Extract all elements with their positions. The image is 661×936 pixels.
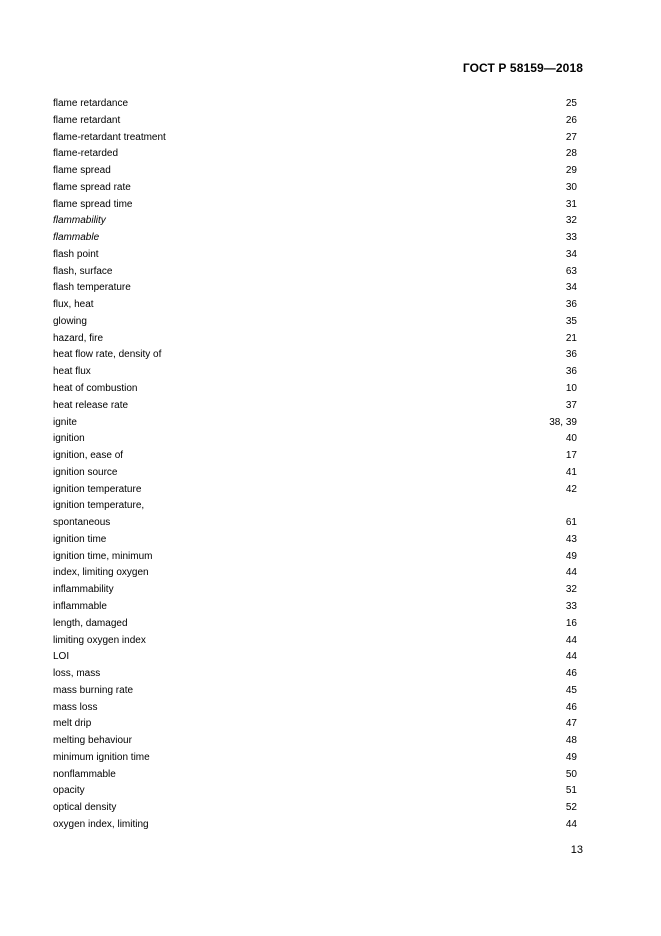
index-entry bbox=[53, 264, 577, 281]
index-entry bbox=[53, 347, 577, 364]
index-reference: 17 bbox=[565, 450, 577, 462]
index-reference: 44 bbox=[565, 567, 577, 579]
index-reference: 61 bbox=[565, 517, 577, 529]
index-reference: 43 bbox=[565, 533, 577, 545]
index-reference: 44 bbox=[565, 818, 577, 830]
index-entry bbox=[53, 113, 577, 130]
index-entry bbox=[53, 431, 577, 448]
index-term: minimum ignition time bbox=[53, 751, 150, 763]
index-term: loss, mass bbox=[53, 668, 101, 680]
index-term: flammability bbox=[53, 215, 106, 227]
index-reference: 36 bbox=[565, 366, 577, 378]
index-reference: 42 bbox=[565, 483, 577, 495]
index-entry bbox=[53, 683, 577, 700]
index-reference: 31 bbox=[565, 198, 577, 210]
index-term: flame spread bbox=[53, 165, 111, 177]
index-term: spontaneous bbox=[53, 517, 111, 529]
index-entry bbox=[53, 331, 577, 348]
index-entry bbox=[53, 633, 577, 650]
index-entry bbox=[53, 733, 577, 750]
index-entry bbox=[53, 96, 577, 113]
index-term: flame retardance bbox=[53, 98, 129, 109]
index-term: melting behaviour bbox=[53, 735, 132, 747]
standard-code: ГОСТ Р 58159—2018 bbox=[462, 61, 583, 75]
index-entry bbox=[53, 230, 577, 247]
index-term: flash temperature bbox=[53, 282, 131, 294]
index-entry bbox=[53, 498, 577, 515]
index-reference: 49 bbox=[565, 550, 577, 562]
index-entry bbox=[53, 448, 577, 465]
index-term: oxygen index, limiting bbox=[53, 818, 149, 830]
index-entry bbox=[53, 398, 577, 415]
index-reference: 33 bbox=[565, 232, 577, 244]
index-entry bbox=[53, 465, 577, 482]
index-entry bbox=[53, 415, 577, 432]
index-entry bbox=[53, 783, 577, 800]
index-entry bbox=[53, 649, 577, 666]
index-entry bbox=[53, 482, 577, 499]
index-entry bbox=[53, 750, 577, 767]
index-entry bbox=[53, 130, 577, 147]
index-term: heat release rate bbox=[53, 399, 129, 411]
index-term: ignition bbox=[53, 433, 85, 445]
index-term: LOI bbox=[53, 651, 70, 663]
index-term: glowing bbox=[53, 315, 87, 327]
index-term: mass burning rate bbox=[53, 684, 134, 696]
index-reference: 21 bbox=[565, 332, 577, 344]
index-entry bbox=[53, 314, 577, 331]
index-reference: 29 bbox=[565, 165, 577, 177]
index-entry bbox=[53, 280, 577, 297]
index-reference: 41 bbox=[565, 466, 577, 478]
index-entry bbox=[53, 247, 577, 264]
index-reference: 44 bbox=[565, 651, 577, 663]
index-term: flame spread rate bbox=[53, 181, 131, 193]
index-reference: 37 bbox=[565, 399, 577, 411]
index-entry bbox=[53, 381, 577, 398]
index-term: flammable bbox=[53, 232, 100, 244]
index-term: inflammable bbox=[53, 600, 107, 612]
index-reference: 46 bbox=[565, 701, 577, 713]
index-term: flame-retardant treatment bbox=[53, 131, 166, 143]
index-term: ignite bbox=[53, 416, 77, 428]
index-term: mass loss bbox=[53, 701, 98, 713]
index-term: length, damaged bbox=[53, 617, 128, 629]
index-term: flux, heat bbox=[53, 299, 94, 311]
index-entry bbox=[53, 297, 577, 314]
index-reference: 50 bbox=[565, 768, 577, 780]
index-entry bbox=[53, 767, 577, 784]
index-reference: 32 bbox=[565, 584, 577, 596]
index-term: ignition temperature bbox=[53, 483, 142, 495]
index-reference: 49 bbox=[565, 751, 577, 763]
index-reference: 30 bbox=[565, 181, 577, 193]
index-entry bbox=[53, 549, 577, 566]
index-term: heat flux bbox=[53, 366, 91, 378]
index-reference: 34 bbox=[565, 282, 577, 294]
index-entry bbox=[53, 599, 577, 616]
term-index-list bbox=[53, 96, 577, 834]
index-reference: 46 bbox=[565, 668, 577, 680]
index-term: opacity bbox=[53, 785, 85, 797]
index-reference: 36 bbox=[565, 349, 577, 361]
index-reference: 38, 39 bbox=[549, 416, 577, 428]
index-entry bbox=[53, 180, 577, 197]
index-term: heat of combustion bbox=[53, 383, 138, 395]
index-reference: 33 bbox=[565, 600, 577, 612]
index-reference: 35 bbox=[565, 315, 577, 327]
index-term: ignition source bbox=[53, 466, 118, 478]
page-number: 13 bbox=[570, 844, 583, 856]
index-reference: 27 bbox=[565, 131, 577, 143]
index-reference: 47 bbox=[565, 718, 577, 730]
index-term: melt drip bbox=[53, 718, 92, 730]
index-reference: 52 bbox=[565, 802, 577, 814]
index-entry bbox=[53, 197, 577, 214]
index-reference: 25 bbox=[565, 98, 577, 109]
index-entry bbox=[53, 163, 577, 180]
index-entry bbox=[53, 582, 577, 599]
index-reference: 26 bbox=[565, 114, 577, 126]
index-reference: 45 bbox=[565, 684, 577, 696]
index-term: limiting oxygen index bbox=[53, 634, 146, 646]
index-reference: 10 bbox=[565, 383, 577, 395]
index-entry bbox=[53, 213, 577, 230]
index-term: ignition time, minimum bbox=[53, 550, 153, 562]
index-term: optical density bbox=[53, 802, 117, 814]
index-entry bbox=[53, 565, 577, 582]
index-entry bbox=[53, 532, 577, 549]
index-term: flame retardant bbox=[53, 114, 121, 126]
index-term: flame spread time bbox=[53, 198, 133, 210]
index-entry bbox=[53, 616, 577, 633]
index-reference: 44 bbox=[565, 634, 577, 646]
index-term: flame-retarded bbox=[53, 148, 119, 160]
index-entry bbox=[53, 666, 577, 683]
index-reference: 34 bbox=[565, 248, 577, 260]
index-reference: 16 bbox=[565, 617, 577, 629]
index-entry bbox=[53, 716, 577, 733]
index-reference: 40 bbox=[565, 433, 577, 445]
index-term: nonflammable bbox=[53, 768, 116, 780]
index-term: flash, surface bbox=[53, 265, 113, 277]
index-reference: 28 bbox=[565, 148, 577, 160]
index-reference: 36 bbox=[565, 299, 577, 311]
index-reference: 48 bbox=[565, 735, 577, 747]
index-term: ignition, ease of bbox=[53, 450, 124, 462]
index-entry bbox=[53, 515, 577, 532]
index-entry bbox=[53, 364, 577, 381]
index-term: ignition temperature, bbox=[53, 500, 145, 512]
index-term: index, limiting oxygen bbox=[53, 567, 149, 579]
index-entry bbox=[53, 817, 577, 834]
index-reference: 63 bbox=[565, 265, 577, 277]
index-term: flash point bbox=[53, 248, 99, 260]
index-reference: 51 bbox=[565, 785, 577, 797]
index-entry bbox=[53, 800, 577, 817]
index-reference: 32 bbox=[565, 215, 577, 227]
index-term: heat flow rate, density of bbox=[53, 349, 162, 361]
index-term: inflammability bbox=[53, 584, 114, 596]
index-entry bbox=[53, 700, 577, 717]
index-entry bbox=[53, 146, 577, 163]
index-term: ignition time bbox=[53, 533, 107, 545]
index-term: hazard, fire bbox=[53, 332, 104, 344]
document-header bbox=[463, 61, 583, 75]
